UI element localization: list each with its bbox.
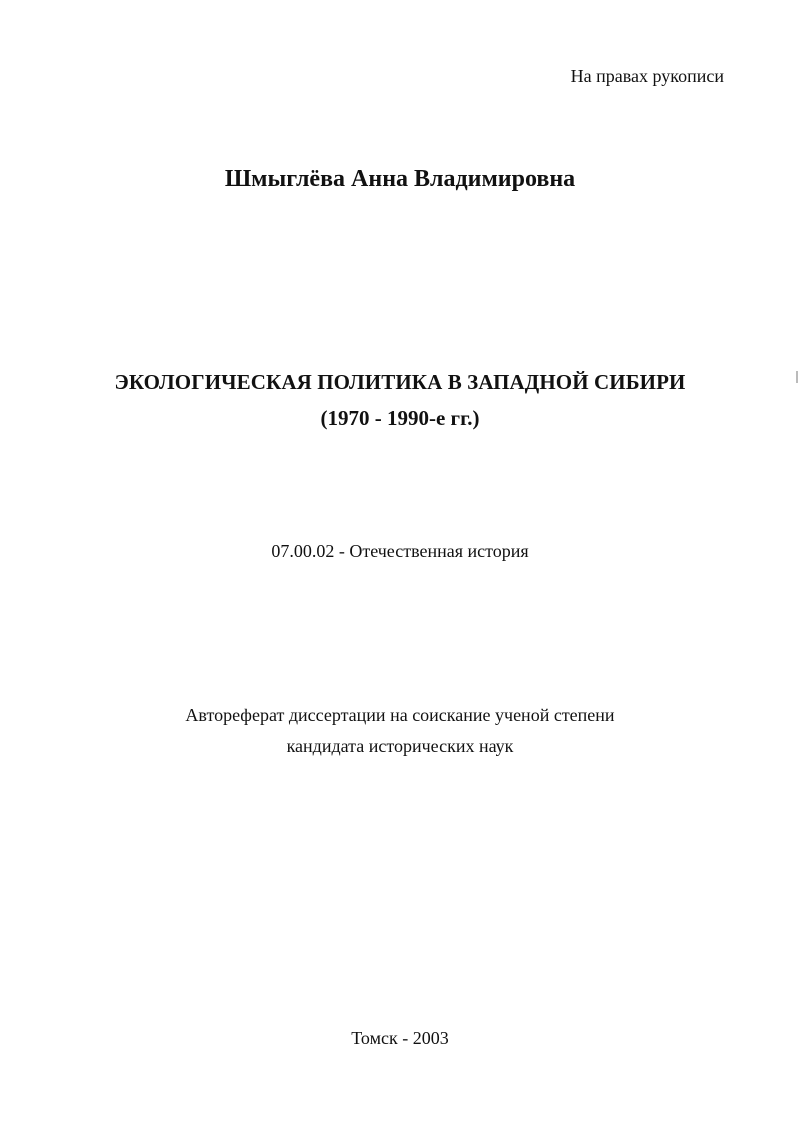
title-line-2: (1970 - 1990-е гг.) [320, 406, 480, 430]
abstract-line-1: Автореферат диссертации на соискание ученой степени [185, 705, 615, 725]
place-and-year: Томск - 2003 [351, 1028, 449, 1048]
title-line-1: ЭКОЛОГИЧЕСКАЯ ПОЛИТИКА В ЗАПАДНОЙ СИБИРИ [114, 370, 686, 394]
rights-note: На правах рукописи [570, 66, 724, 86]
speciality-code: 07.00.02 - Отечественная история [271, 541, 529, 561]
author-name: Шмыглёва Анна Владимировна [224, 166, 576, 192]
scan-artifact [796, 371, 798, 383]
abstract-line-2: кандидата исторических наук [286, 736, 514, 756]
